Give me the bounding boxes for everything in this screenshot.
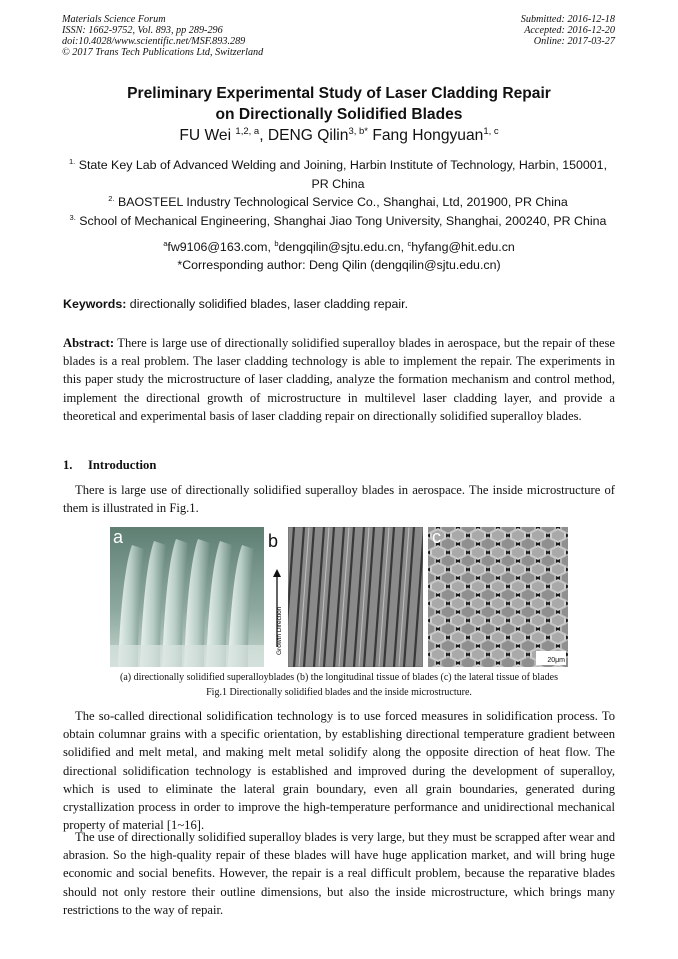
doi-line: doi:10.4028/www.scientific.net/MSF.893.289 bbox=[62, 36, 246, 47]
figure-panel-c bbox=[428, 527, 568, 667]
accepted-date: Accepted: 2016-12-20 bbox=[524, 25, 615, 36]
journal-info bbox=[62, 14, 263, 58]
affiliation-number: 3. bbox=[69, 212, 76, 222]
longitudinal-micrograph bbox=[288, 527, 423, 667]
email-mark: b bbox=[274, 239, 279, 248]
author-name: DENG Qilin bbox=[267, 127, 349, 144]
dates-info bbox=[521, 14, 615, 47]
copyright-line: © 2017 Trans Tech Publications Ltd, Switzerland bbox=[62, 47, 264, 58]
online-date: Online: 2017-03-27 bbox=[533, 36, 615, 47]
keywords-label: Keywords: bbox=[63, 297, 127, 311]
section-heading-introduction bbox=[63, 458, 156, 473]
title-line-1: Preliminary Experimental Study of Laser Cladding Repair bbox=[127, 85, 551, 102]
paper-title bbox=[0, 83, 678, 125]
paragraph-1: There is large use of directionally solidified superalloy blades in aerospace. The inside microstructure of them is illustrated in Fig.1. bbox=[63, 483, 615, 516]
figure-1 bbox=[110, 527, 568, 667]
author-list bbox=[0, 127, 678, 145]
author-name: Fang Hongyuan bbox=[372, 127, 484, 144]
affiliation-2 bbox=[60, 193, 616, 212]
corresponding-author: *Corresponding author: Deng Qilin (dengqilin@sjtu.edu.cn) bbox=[177, 258, 501, 272]
affiliation-number: 1. bbox=[68, 157, 76, 166]
journal-name: Materials Science Forum bbox=[62, 14, 166, 25]
abstract-label: Abstract: bbox=[63, 336, 115, 350]
keywords-text: directionally solidified blades, laser cladding repair. bbox=[126, 297, 409, 311]
affiliation-1 bbox=[60, 156, 616, 193]
email-link[interactable]: fw9106@163.com, bbox=[167, 240, 275, 254]
author-affiliation-mark: 3, b* bbox=[348, 126, 368, 137]
affiliation-number: 2. bbox=[108, 194, 115, 203]
growth-direction-label: Growth Direction bbox=[276, 606, 283, 655]
contact-emails bbox=[0, 238, 678, 274]
keywords bbox=[63, 296, 615, 312]
panel-label-b: b bbox=[268, 531, 279, 551]
author-affiliation-mark: 1, c bbox=[483, 126, 499, 137]
section-title: Introduction bbox=[88, 458, 157, 472]
paragraph-2: The so-called directional solidification technology is to use forced measures in solidification process. To obtain columnar grains with a specific orientation, by establishing directional temperature gradient between solidified and melt metal, and making melt metal solidify along the opposite direction of heat flow. The directional solidification technology is established and improved during the development of superalloy, which is used to eliminate the lateral grain boundary, even all grain boundaries, generated during crystallization process in order to improve the high-temperature performance and unidirectional mechanical property of material [1~16]. bbox=[63, 709, 615, 833]
figure-subcaption: (a) directionally solidified superalloyblades (b) the longitudinal tissue of blades (c) the lateral tissue of blades bbox=[120, 672, 558, 683]
figure-panel-b bbox=[268, 527, 423, 667]
figure-caption: Fig.1 Directionally solidified blades and the inside microstructure. bbox=[206, 687, 472, 698]
email-link[interactable]: hyfang@hit.edu.cn bbox=[411, 240, 515, 254]
section-number: 1. bbox=[63, 458, 73, 472]
paragraph-3: The use of directionally solidified superalloy blades is very large, but they must be scrapped after wear and abrasion. So the high-quality repair of these blades will have huge application market, and will bring huge economic and social benefits. However, the repair is a real difficult problem, because the reparative blades should not only restore their outline dimensions, but also the inside microstructure, which brings many restrictions to the way of repair. bbox=[63, 830, 615, 917]
figure-panel-a bbox=[110, 527, 264, 667]
panel-label-a: a bbox=[113, 527, 124, 547]
affiliation-3 bbox=[60, 212, 616, 231]
author-separator: , bbox=[259, 127, 268, 144]
affiliation-text: School of Mechanical Engineering, Shanghai Jiao Tong University, Shanghai, 200240, PR China bbox=[79, 213, 607, 228]
affiliation-text: BAOSTEEL Industry Technological Service Co., Shanghai, Ltd, 201900, PR China bbox=[117, 195, 568, 209]
email-mark: a bbox=[163, 239, 168, 248]
blades-photo bbox=[110, 527, 264, 667]
title-line-2: on Directionally Solidified Blades bbox=[215, 106, 463, 123]
panel-label-c: c bbox=[432, 527, 441, 547]
submitted-date: Submitted: 2016-12-18 bbox=[520, 14, 615, 25]
abstract bbox=[63, 334, 615, 425]
issn-line: ISSN: 1662-9752, Vol. 893, pp 289-296 bbox=[62, 25, 223, 36]
author-name: FU Wei bbox=[179, 127, 232, 144]
affiliations bbox=[60, 156, 616, 230]
email-link[interactable]: dengqilin@sjtu.edu.cn, bbox=[278, 240, 408, 254]
lateral-micrograph bbox=[428, 527, 568, 667]
scale-bar-label: 20μm bbox=[547, 657, 565, 664]
email-mark: c bbox=[407, 239, 412, 248]
author-affiliation-mark: 1,2, a bbox=[235, 126, 260, 137]
affiliation-text: State Key Lab of Advanced Welding and Joining, Harbin Institute of Technology, Harbin, 150001, PR China bbox=[78, 158, 608, 191]
abstract-text: There is large use of directionally solidified superalloy blades in aerospace, but the repair of these blades is a real problem. The laser cladding technology is able to implement the repair. The experiments in this paper study the microstructure of laser cladding, analyze the formation mechanism and control method, implement the directional growth of microstructure in multilevel laser cladding layer, and provide a theoretical and experimental basis of laser cladding repair on directionally solidified superalloy blades. bbox=[63, 336, 615, 423]
email-line bbox=[0, 238, 678, 256]
